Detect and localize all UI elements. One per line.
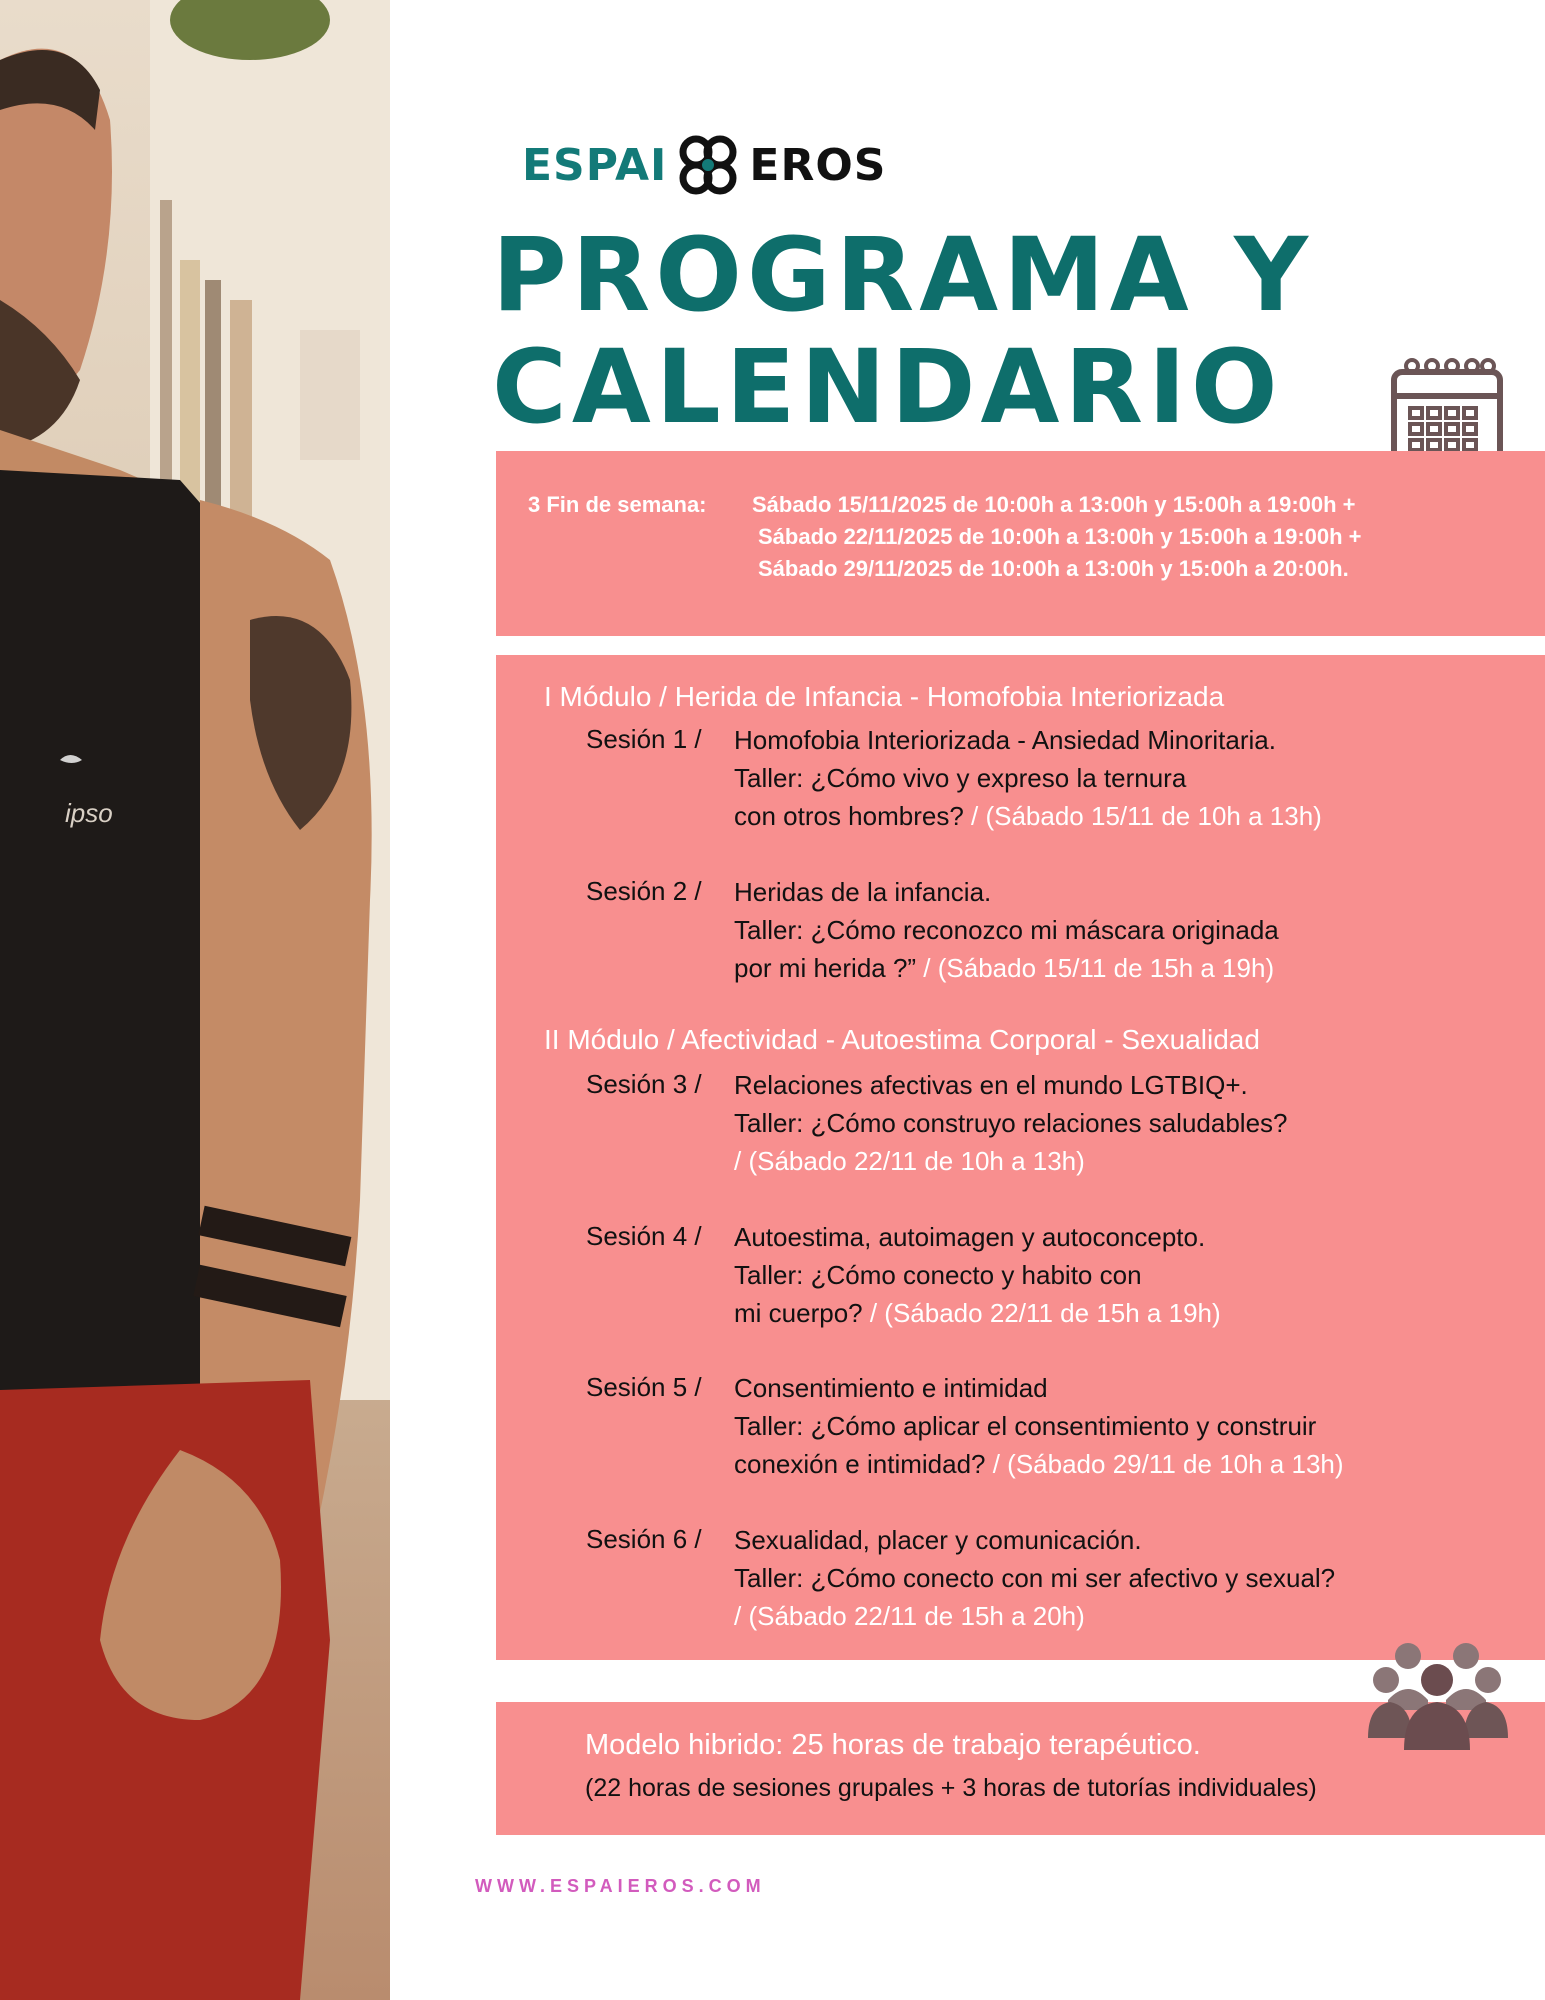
- session-4-separator: /: [862, 1298, 885, 1328]
- session-3-taller-cont: [734, 1142, 1288, 1180]
- session-5-content: [734, 1369, 1344, 1483]
- session-1-topic: Homofobia Interiorizada - Ansiedad Minoritaria.: [734, 725, 1276, 755]
- title-line-1: PROGRAMA Y: [492, 216, 1314, 335]
- session-5-topic: Consentimiento e intimidad: [734, 1373, 1048, 1403]
- session-6-content: [734, 1521, 1335, 1635]
- session-2-taller-line2: por mi herida ?”: [734, 953, 917, 983]
- title-line-2: CALENDARIO: [492, 328, 1283, 447]
- session-3-topic: Relaciones afectivas en el mundo LGTBIQ+.: [734, 1070, 1248, 1100]
- session-1-taller: Taller: ¿Cómo vivo y expreso la ternura: [734, 763, 1187, 793]
- session-6-taller: Taller: ¿Cómo conecto con mi ser afectivo y sexual?: [734, 1563, 1336, 1593]
- session-2-label: Sesión 2 /: [586, 876, 702, 906]
- session-4-taller: Taller: ¿Cómo conecto y habito con: [734, 1260, 1142, 1290]
- session-5-taller-line2: conexión e intimidad?: [734, 1449, 986, 1479]
- session-4-taller-cont: [734, 1294, 1221, 1332]
- weekend-line-2: Sábado 22/11/2025 de 10:00h a 13:00h y 15:00h a 19:00h +: [758, 524, 1362, 549]
- session-2-date: (Sábado 15/11 de 15h a 19h): [937, 953, 1275, 983]
- people-group-icon: [1368, 1640, 1508, 1752]
- session-6-date: (Sábado 22/11 de 15h a 20h): [748, 1601, 1085, 1631]
- session-4-taller-line2: mi cuerpo?: [734, 1298, 863, 1328]
- espai-eros-logo: [522, 130, 886, 200]
- logo-word-eros: EROS: [749, 139, 887, 191]
- session-5-taller: Taller: ¿Cómo aplicar el consentimiento y construir: [734, 1411, 1317, 1441]
- page-title: [492, 216, 1314, 447]
- session-3-taller: Taller: ¿Cómo construyo relaciones saludables?: [734, 1108, 1288, 1138]
- session-2-taller: Taller: ¿Cómo reconozco mi máscara originada: [734, 915, 1279, 945]
- session-6-label: Sesión 6 /: [586, 1524, 702, 1554]
- man-portrait-illustration: [0, 0, 390, 2000]
- session-1-taller-line2: con otros hombres?: [734, 801, 964, 831]
- hybrid-model-line-1: Modelo hibrido: 25 horas de trabajo terapéutico.: [585, 1729, 1201, 1761]
- weekend-label: 3 Fin de semana:: [528, 492, 707, 517]
- session-6-taller-cont: [734, 1597, 1335, 1635]
- session-4-label: Sesión 4 /: [586, 1221, 702, 1251]
- session-2-content: [734, 873, 1279, 987]
- session-2-separator: /: [916, 953, 938, 983]
- session-5-taller-cont: [734, 1445, 1344, 1483]
- session-5-date: (Sábado 29/11 de 10h a 13h): [1007, 1449, 1344, 1479]
- session-1-separator: /: [963, 801, 986, 831]
- session-1-taller-cont: [734, 797, 1322, 835]
- session-5-label: Sesión 5 /: [586, 1372, 702, 1402]
- weekend-line-1: Sábado 15/11/2025 de 10:00h a 13:00h y 15:00h a 19:00h +: [752, 492, 1356, 517]
- session-1-content: [734, 721, 1322, 835]
- session-3-date: (Sábado 22/11 de 10h a 13h): [748, 1146, 1085, 1176]
- session-1-date: (Sábado 15/11 de 10h a 13h): [985, 801, 1322, 831]
- session-5-separator: /: [985, 1449, 1008, 1479]
- session-6-topic: Sexualidad, placer y comunicación.: [734, 1525, 1142, 1555]
- weekend-line-3: Sábado 29/11/2025 de 10:00h a 13:00h y 15:00h a 20:00h.: [758, 556, 1349, 581]
- shirt-text: ipso: [65, 798, 113, 828]
- session-6-separator: /: [734, 1601, 749, 1631]
- session-2-taller-cont: [734, 949, 1279, 987]
- module-1-title: I Módulo / Herida de Infancia - Homofobia Interiorizada: [544, 681, 1225, 712]
- logo-word-espai: ESPAI: [522, 139, 668, 191]
- infinity-knot-icon: [675, 132, 741, 198]
- hero-photo: [0, 0, 390, 2000]
- session-3-separator: /: [734, 1146, 749, 1176]
- hybrid-model-line-2: (22 horas de sesiones grupales + 3 horas de tutorías individuales): [585, 1774, 1317, 1802]
- session-3-content: [734, 1066, 1288, 1180]
- session-4-topic: Autoestima, autoimagen y autoconcepto.: [734, 1222, 1206, 1252]
- session-4-date: (Sábado 22/11 de 15h a 19h): [884, 1298, 1221, 1328]
- session-2-topic: Heridas de la infancia.: [734, 877, 992, 907]
- website-link[interactable]: WWW.ESPAIEROS.COM: [475, 1876, 766, 1896]
- module-2-title: II Módulo / Afectividad - Autoestima Corporal - Sexualidad: [544, 1024, 1260, 1055]
- session-4-content: [734, 1218, 1221, 1332]
- session-1-label: Sesión 1 /: [586, 724, 702, 754]
- session-3-label: Sesión 3 /: [586, 1069, 702, 1099]
